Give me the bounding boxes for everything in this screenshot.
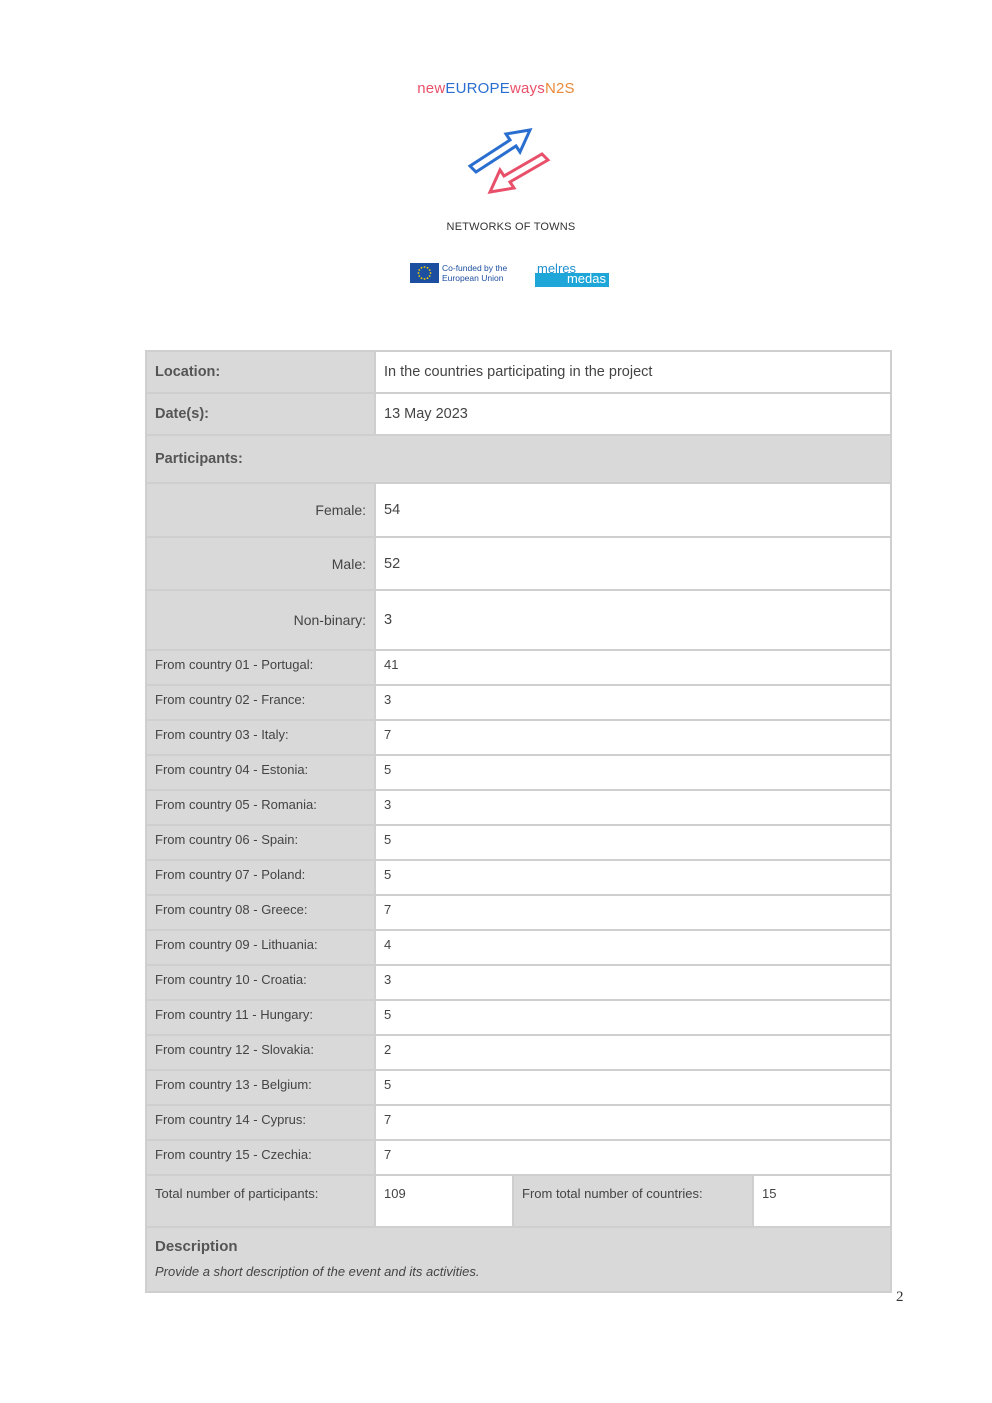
country-value: 2	[374, 1036, 890, 1069]
partner-logo-top: melres	[537, 261, 577, 276]
country-row	[147, 1141, 890, 1176]
country-label: From country 10 - Croatia:	[147, 966, 374, 999]
country-row	[147, 686, 890, 721]
total-participants-label: Total number of participants:	[147, 1176, 374, 1226]
country-label: From country 14 - Cyprus:	[147, 1106, 374, 1139]
country-row	[147, 791, 890, 826]
exchange-arrows-logo	[466, 126, 556, 198]
country-row	[147, 896, 890, 931]
brand-part-europe: EUROPE	[445, 80, 510, 97]
brand-part-ways: ways	[509, 80, 545, 97]
female-value: 54	[374, 484, 890, 536]
partner-logo	[535, 263, 609, 287]
location-row	[147, 352, 890, 394]
participants-label: Participants:	[147, 436, 890, 482]
country-row	[147, 861, 890, 896]
country-row	[147, 1036, 890, 1071]
location-label: Location:	[147, 352, 374, 392]
eu-flag-icon	[410, 263, 439, 283]
partner-logo-bottom: medas	[566, 271, 606, 286]
country-value: 41	[374, 651, 890, 684]
country-row	[147, 651, 890, 686]
total-countries-label: From total number of countries:	[512, 1176, 752, 1226]
country-label: From country 15 - Czechia:	[147, 1141, 374, 1174]
female-label: Female:	[147, 484, 374, 536]
country-value: 3	[374, 966, 890, 999]
country-value: 5	[374, 826, 890, 859]
country-row	[147, 1106, 890, 1141]
totals-row	[147, 1176, 890, 1228]
country-value: 5	[374, 1071, 890, 1104]
location-value: In the countries participating in the project	[374, 352, 890, 392]
country-value: 7	[374, 1141, 890, 1174]
description-row	[147, 1228, 890, 1291]
brand-part-new: new	[417, 80, 446, 97]
country-label: From country 04 - Estonia:	[147, 756, 374, 789]
male-row	[147, 538, 890, 591]
nonbinary-row	[147, 591, 890, 651]
country-row	[147, 756, 890, 791]
country-value: 4	[374, 931, 890, 964]
country-label: From country 06 - Spain:	[147, 826, 374, 859]
country-label: From country 03 - Italy:	[147, 721, 374, 754]
total-countries-value: 15	[752, 1176, 890, 1226]
dates-label: Date(s):	[147, 394, 374, 434]
country-row	[147, 1071, 890, 1106]
country-value: 3	[374, 686, 890, 719]
description-label: Description	[155, 1238, 238, 1255]
country-row	[147, 1001, 890, 1036]
male-label: Male:	[147, 538, 374, 589]
country-label: From country 09 - Lithuania:	[147, 931, 374, 964]
page-number: 2	[896, 1289, 904, 1305]
total-participants-value: 109	[374, 1176, 512, 1226]
dates-value: 13 May 2023	[374, 394, 890, 434]
nonbinary-label: Non-binary:	[147, 591, 374, 649]
country-label: From country 11 - Hungary:	[147, 1001, 374, 1034]
country-label: From country 13 - Belgium:	[147, 1071, 374, 1104]
country-value: 3	[374, 791, 890, 824]
country-label: From country 01 - Portugal:	[147, 651, 374, 684]
description-block	[147, 1228, 890, 1291]
networks-title: NETWORKS OF TOWNS	[446, 221, 576, 233]
participants-header-row	[147, 436, 890, 484]
country-value: 5	[374, 756, 890, 789]
country-row	[147, 966, 890, 1001]
country-label: From country 07 - Poland:	[147, 861, 374, 894]
country-value: 7	[374, 721, 890, 754]
eu-cofunded-text	[442, 263, 507, 283]
country-label: From country 08 - Greece:	[147, 896, 374, 929]
country-value: 7	[374, 1106, 890, 1139]
project-brand	[0, 80, 992, 97]
male-value: 52	[374, 538, 890, 589]
country-row	[147, 826, 890, 861]
country-row	[147, 931, 890, 966]
country-label: From country 12 - Slovakia:	[147, 1036, 374, 1069]
description-hint: Provide a short description of the event and its activities.	[155, 1264, 480, 1279]
participants-form	[145, 350, 892, 1293]
country-value: 5	[374, 861, 890, 894]
nonbinary-value: 3	[374, 591, 890, 649]
country-value: 5	[374, 1001, 890, 1034]
eu-text-line1: Co-funded by the	[442, 263, 508, 273]
brand-part-n2s: N2S	[544, 80, 575, 97]
country-label: From country 05 - Romania:	[147, 791, 374, 824]
country-row	[147, 721, 890, 756]
document-header	[0, 0, 992, 320]
female-row	[147, 484, 890, 538]
dates-row	[147, 394, 890, 436]
eu-text-line2: European Union	[442, 273, 504, 283]
country-value: 7	[374, 896, 890, 929]
country-label: From country 02 - France:	[147, 686, 374, 719]
